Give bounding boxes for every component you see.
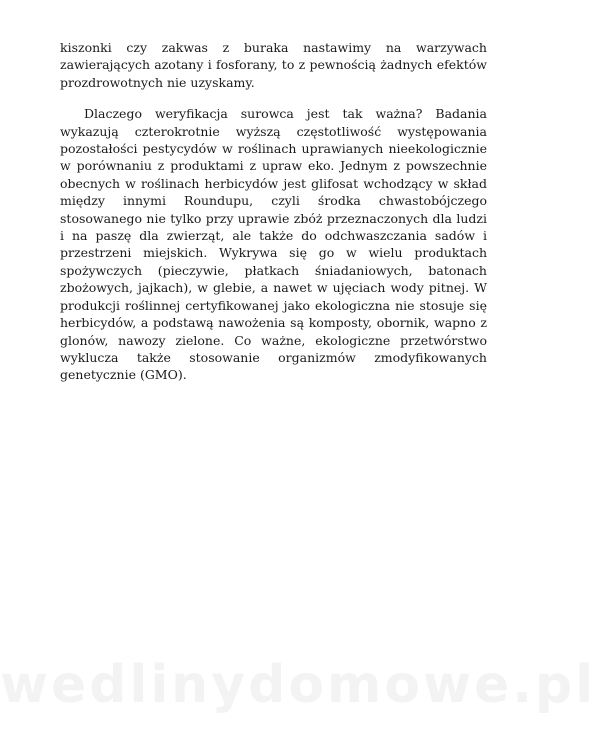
watermark: wedlinydomowe.pl	[0, 655, 596, 715]
paragraph: Dlaczego weryfikacja surowca jest tak ważna? Badania wykazują czterokrotnie wyższą częstotliwość występowania pozostałości pestycydów w roślinach uprawianych nieekologicznie w porównaniu z produktami z upraw eko. Jednym z powszechnie obecnych w roślinach herbicydów jest glifosat wchodzący w skład między innymi Roundupu, czyli środka chwastobójczego stosowanego nie tylko przy uprawie zbóż przeznaczonych dla ludzi i na paszę dla zwierząt, ale także do odchwaszczania sadów i przestrzeni miejskich. Wykrywa się go w wielu produktach spożywczych (pieczywie, płatkach śniadaniowych, batonach zbożowych, jajkach), w glebie, a nawet w ujęciach wody pitnej. W produkcji roślinnej certyfikowanej jako ekologiczna nie stosuje się herbicydów, a podstawą nawożenia są komposty, obornik, wapno z glonów, nawozy zielone. Co ważne, ekologiczne przetwórstwo wyklucza także stosowanie organizmów zmodyfikowanych genetycznie (GMO).	[60, 106, 487, 383]
paragraph: kiszonki czy zakwas z buraka nastawimy na warzywach zawierających azotany i fosforany, to z pewnością żadnych efektów prozdrowotnych nie uzyskamy.	[60, 40, 487, 90]
body-text	[60, 39, 487, 384]
